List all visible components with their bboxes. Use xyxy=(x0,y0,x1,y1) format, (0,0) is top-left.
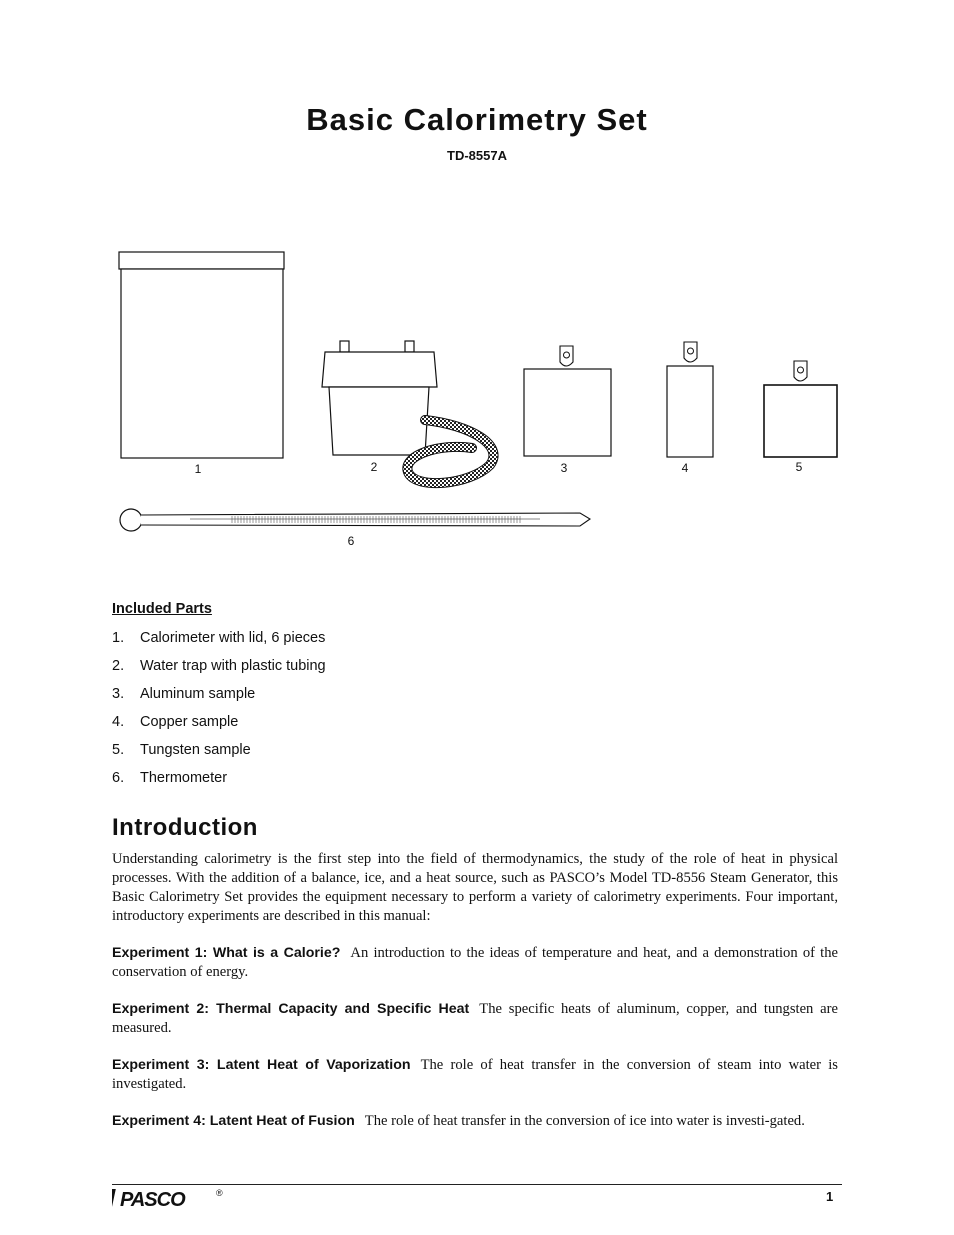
experiment-description: The role of heat transfer in the conversion of steam into water is investigated. xyxy=(112,1057,838,1092)
list-item xyxy=(112,769,326,797)
list-item-number: 6. xyxy=(112,770,125,786)
list-item-number: 5. xyxy=(112,742,125,758)
included-parts-list xyxy=(112,629,326,797)
list-item xyxy=(112,685,326,713)
experiment-paragraph xyxy=(112,1056,838,1094)
experiment-description: The specific heats of aluminum, copper, and tungsten are measured. xyxy=(112,1001,838,1036)
calorimeter-drawing xyxy=(119,252,284,458)
experiment-paragraph xyxy=(112,1000,838,1038)
list-item-number: 4. xyxy=(112,714,125,730)
experiment-title: Experiment 1: What is a Calorie? xyxy=(112,945,341,961)
included-parts-heading: Included Parts xyxy=(112,601,212,617)
introduction-heading: Introduction xyxy=(112,814,258,841)
list-item-text: Copper sample xyxy=(140,714,239,730)
experiment-title: Experiment 3: Latent Heat of Vaporization xyxy=(112,1057,411,1073)
water-trap-drawing xyxy=(322,341,494,483)
figure-label-5: 5 xyxy=(795,460,803,474)
list-item xyxy=(112,741,326,769)
model-number: TD-8557A xyxy=(447,148,507,163)
experiment-paragraph xyxy=(112,944,838,982)
experiment-title: Experiment 4: Latent Heat of Fusion xyxy=(112,1113,355,1129)
page-number: 1 xyxy=(826,1189,834,1204)
copper-sample-drawing xyxy=(667,342,713,457)
list-item-text: Thermometer xyxy=(140,770,228,786)
tungsten-sample-drawing xyxy=(764,361,837,457)
list-item-text: Tungsten sample xyxy=(140,742,251,758)
figure-label-1: 1 xyxy=(194,462,202,476)
thermometer-drawing xyxy=(120,509,590,531)
parts-illustration xyxy=(0,240,954,560)
list-item-text: Calorimeter with lid, 6 pieces xyxy=(140,630,326,646)
list-item-text: Aluminum sample xyxy=(140,686,256,702)
figure-label-4: 4 xyxy=(681,461,689,475)
pasco-logo xyxy=(112,1188,232,1210)
aluminum-sample-drawing xyxy=(524,346,611,456)
page-title: Basic Calorimetry Set xyxy=(306,102,648,137)
list-item-number: 2. xyxy=(112,658,125,674)
list-item xyxy=(112,629,326,657)
experiment-title: Experiment 2: Thermal Capacity and Specific Heat xyxy=(112,1001,470,1017)
footer-rule xyxy=(112,1184,842,1185)
logo-text: PASCO xyxy=(120,1189,185,1210)
list-item xyxy=(112,657,326,685)
figure-label-3: 3 xyxy=(560,461,568,475)
list-item xyxy=(112,713,326,741)
figure-label-6: 6 xyxy=(347,534,355,548)
experiment-description: The role of heat transfer in the conversion of ice into water is investi-gated. xyxy=(364,1113,805,1129)
list-item-number: 3. xyxy=(112,686,125,702)
list-item-text: Water trap with plastic tubing xyxy=(140,658,326,674)
experiment-description: An introduction to the ideas of temperature and heat, and a demonstration of the conservation of energy. xyxy=(112,945,838,980)
list-item-number: 1. xyxy=(112,630,125,646)
introduction-body: Understanding calorimetry is the first step into the field of thermodynamics, the study of the role of heat in physical processes. With the addition of a balance, ice, and a heat source, such as PASCO’s Model TD-8556 Steam Generator, this Basic Calorimetry Set provides the equipment necessary to perform a variety of calorimetry experiments. Four important, introductory experiments are described in this manual: xyxy=(112,851,838,924)
figure-label-2: 2 xyxy=(370,460,378,474)
registered-mark: ® xyxy=(216,1188,223,1198)
experiment-paragraph xyxy=(112,1112,838,1131)
